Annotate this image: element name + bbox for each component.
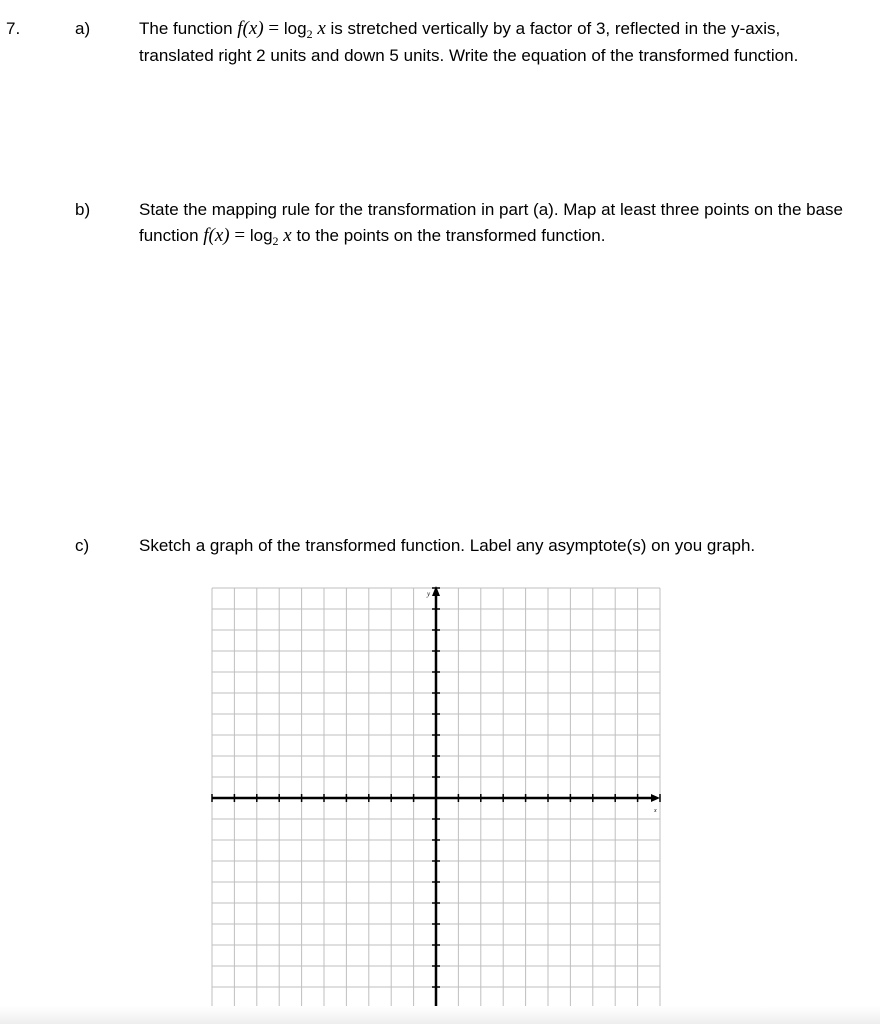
- part-b-label: b): [75, 200, 91, 219]
- part-c-label: c): [75, 536, 90, 555]
- part-a-log: log: [283, 19, 307, 38]
- part-a-pre: The function: [139, 19, 238, 38]
- part-a-label: a): [75, 19, 91, 38]
- part-b-var: x: [283, 225, 292, 246]
- part-b-base: 2: [272, 234, 279, 248]
- part-b-pre: State the mapping rule for the transformation in part (a). Map at least three points on the base function: [139, 200, 844, 245]
- part-b-fx: f(x): [203, 225, 230, 246]
- part-b-post: to the points on the transformed function.: [291, 226, 606, 245]
- page-bottom-shadow: [0, 1006, 880, 1024]
- part-b-log: log: [249, 226, 273, 245]
- part-a-base: 2: [306, 27, 313, 41]
- part-c-text: Sketch a graph of the transformed function. Label any asymptote(s) on you graph.: [139, 536, 756, 555]
- x-axis-arrow-icon: [651, 794, 660, 802]
- part-a-eq: =: [263, 18, 284, 39]
- part-a-var: x: [317, 18, 326, 39]
- part-b-eq: =: [229, 225, 250, 246]
- question-number: 7.: [6, 19, 21, 38]
- x-axis-label: x: [654, 808, 657, 814]
- part-a-fx: f(x): [237, 18, 264, 39]
- y-axis-label: y: [427, 590, 431, 598]
- part-a-post: is stretched vertically by a factor of 3, reflected in the y-axis, translated right 2 units and down 5 units. Write the equation of the transformed function.: [139, 19, 799, 65]
